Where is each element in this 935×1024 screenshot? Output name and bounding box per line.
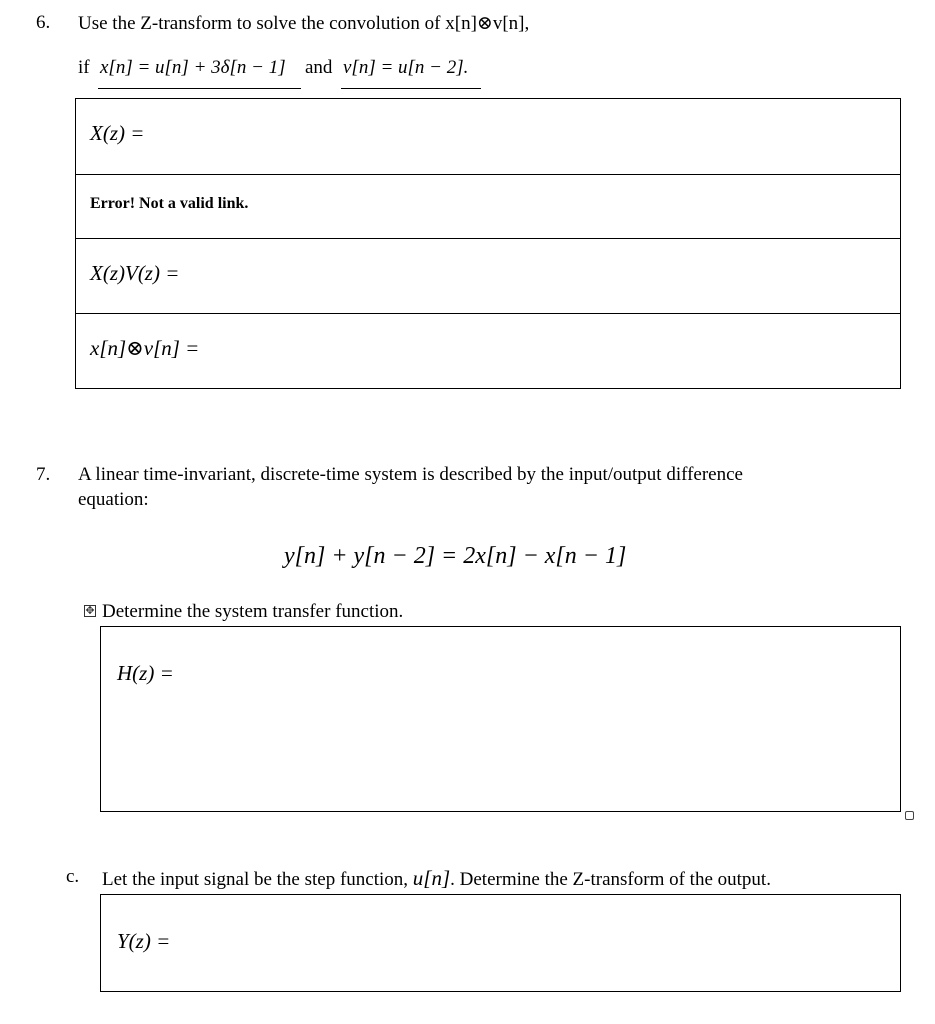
q6-condition-prefix: if xyxy=(78,57,90,78)
q6-x-definition: x[n] = u[n] + 3δ[n − 1] xyxy=(100,57,286,78)
q6-convolution-label: x[n]⊗v[n] = xyxy=(90,336,200,360)
q7-part-c-text-pre: Let the input signal be the step function, xyxy=(102,869,409,890)
q6-error-text: Error! Not a valid link. xyxy=(90,195,249,212)
q7-part-c-line xyxy=(102,866,771,891)
q7-part-c-marker: c. xyxy=(66,866,80,887)
q7-part-c-math: u[n] xyxy=(412,866,451,890)
q6-row-convolution[interactable] xyxy=(76,314,900,388)
q6-prompt: Use the Z-transform to solve the convolution of x[n]⊗v[n], xyxy=(78,13,530,34)
q7-number: 7. xyxy=(36,464,51,485)
q6-xz-label: X(z) = xyxy=(90,121,145,145)
move-handle-icon[interactable]: ✥ xyxy=(85,604,95,617)
q6-row-error[interactable] xyxy=(76,175,900,239)
q7-part-b-text: Determine the system transfer function. xyxy=(102,601,404,622)
q7-difference-equation: y[n] + y[n − 2] = 2x[n] − x[n − 1] xyxy=(284,543,627,569)
q7-transfer-function-box[interactable] xyxy=(100,626,901,812)
q7-prompt-line1: A linear time-invariant, discrete-time system is described by the input/output difference xyxy=(78,464,743,485)
q6-xzvz-label: X(z)V(z) = xyxy=(90,261,180,285)
q6-row-xz[interactable] xyxy=(76,99,900,175)
q6-number: 6. xyxy=(36,12,51,33)
resize-handle-icon[interactable] xyxy=(905,811,914,820)
q6-row-xzvz[interactable] xyxy=(76,239,900,314)
q6-and: and xyxy=(305,57,333,78)
q7-output-transform-box[interactable] xyxy=(100,894,901,992)
q7-hz-label: H(z) = xyxy=(117,661,174,685)
q6-x-underline xyxy=(98,88,301,89)
q7-yz-label: Y(z) = xyxy=(117,929,171,953)
q6-v-underline xyxy=(341,88,481,89)
q6-answer-table xyxy=(75,98,901,389)
q7-part-c-text-post: . Determine the Z-transform of the output. xyxy=(450,869,771,890)
q7-prompt-line2: equation: xyxy=(78,489,149,510)
q6-v-definition: v[n] = u[n − 2]. xyxy=(343,57,469,78)
